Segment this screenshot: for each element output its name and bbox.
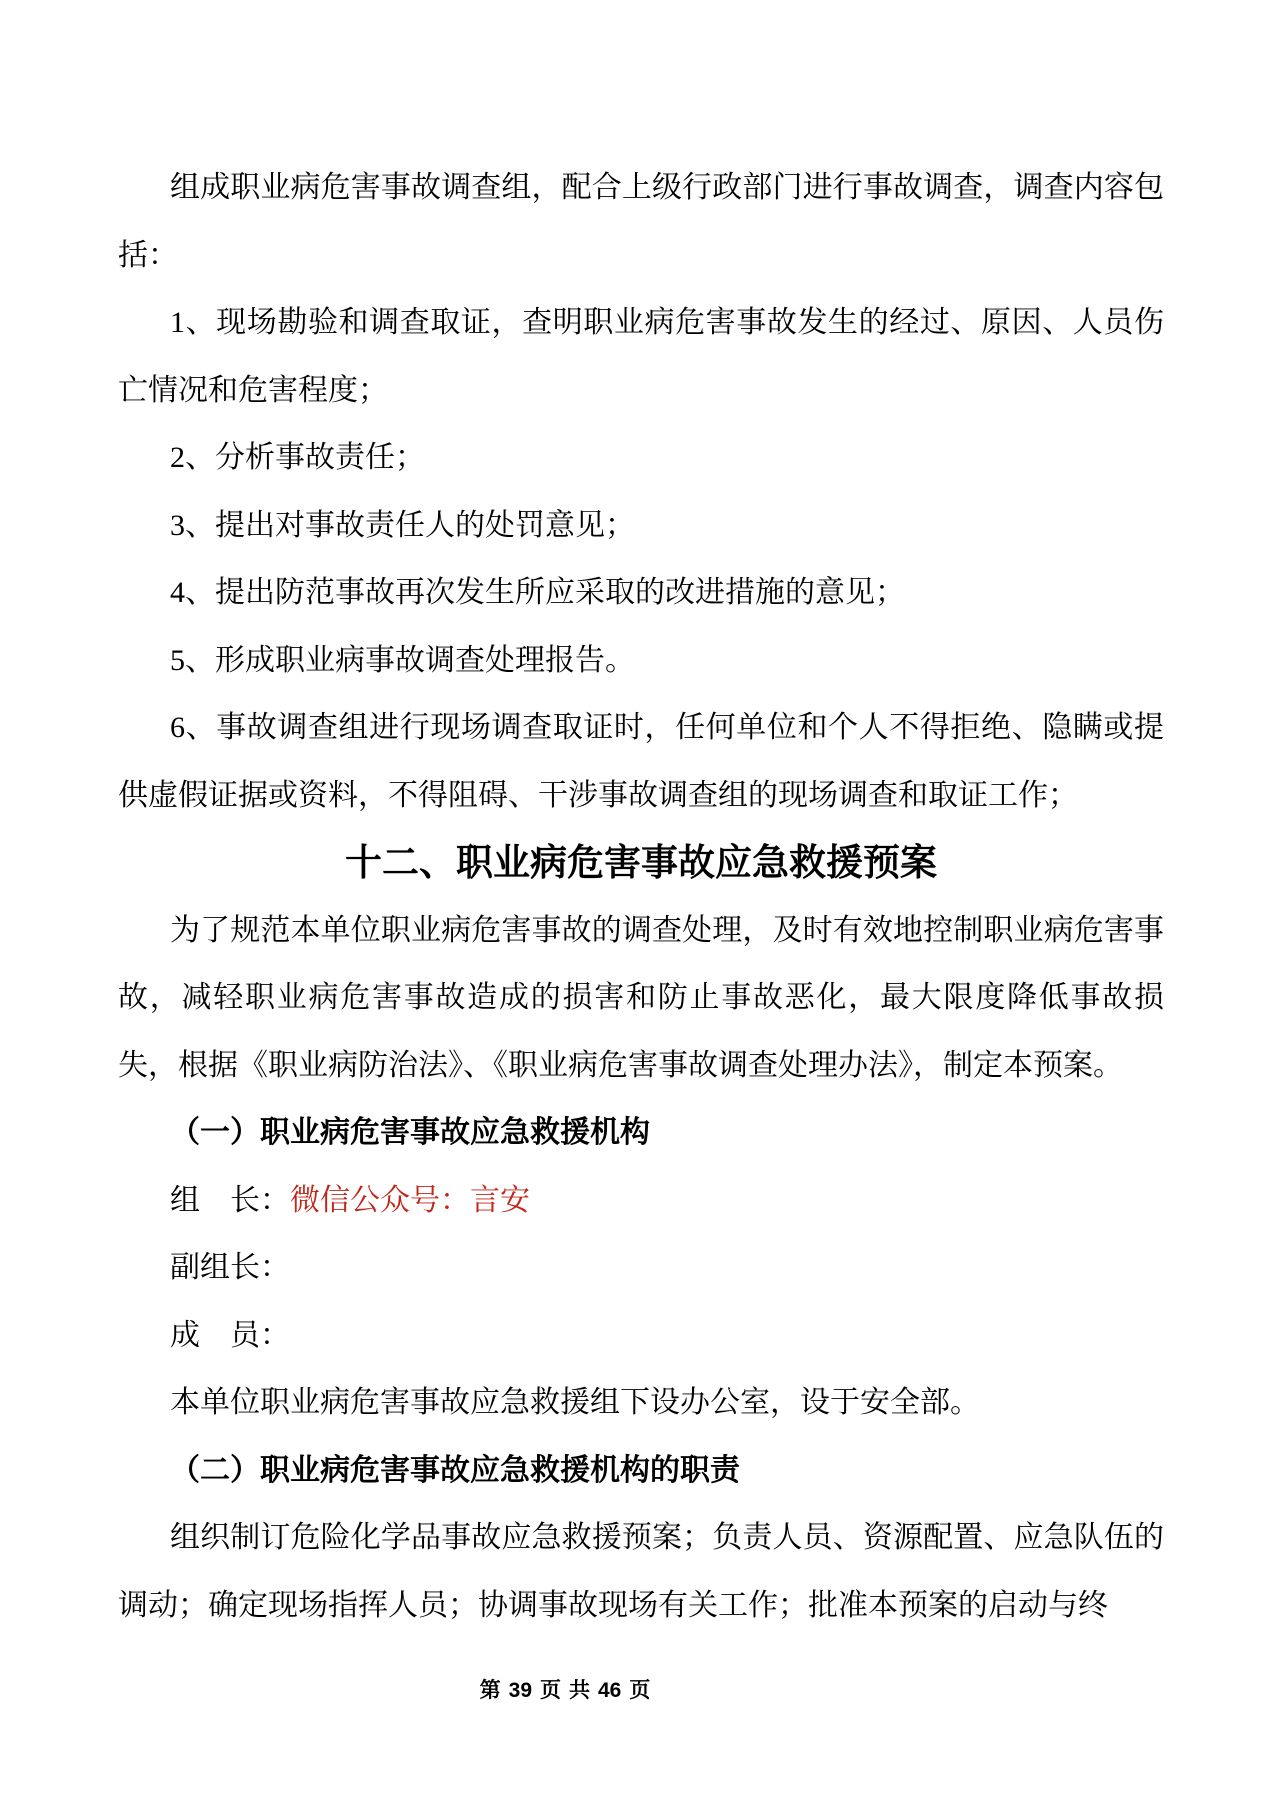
- list-item-5: 5、形成职业病事故调查处理报告。: [170, 643, 635, 677]
- page-footer: [0, 1676, 1130, 1706]
- leader-label: 组 长：: [170, 1183, 290, 1217]
- sub-heading-1: （一）职业病危害事故应急救援机构: [170, 1116, 650, 1149]
- document-content: [118, 154, 1164, 1639]
- member-line: 成 员：: [170, 1318, 290, 1352]
- leader-line: [118, 1167, 1164, 1235]
- purpose-paragraph: 为了规范本单位职业病危害事故的调查处理，及时有效地控制职业病危害事故，减轻职业病危害事故造成的损害和防止事故恶化，最大限度降低事故损失，根据《职业病防治法》、《职业病危害事故调查处理办法》，制定本预案。: [118, 913, 1164, 1082]
- sub-heading-2: （二）职业病危害事故应急救援机构的职责: [170, 1453, 740, 1487]
- list-item-3: 3、提出对事故责任人的处罚意见；: [170, 508, 635, 542]
- list-item-4: 4、提出防范事故再次发生所应采取的改进措施的意见；: [170, 576, 905, 609]
- chapter-heading: 十二、职业病危害事故应急救援预案: [345, 842, 937, 883]
- footer-mid2: 共: [569, 1679, 590, 1702]
- footer-page-number: 39: [508, 1679, 532, 1702]
- list-item-6: 6、事故调查组进行现场调查取证时，任何单位和个人不得拒绝、隐瞒或提供虚假证据或资料，不得阻碍、干涉事故调查组的现场调查和取证工作；: [118, 711, 1164, 812]
- list-item-2: 2、分析事故责任；: [170, 441, 425, 474]
- footer-total-pages: 46: [598, 1679, 622, 1702]
- intro-paragraph: 组成职业病危害事故调查组，配合上级行政部门进行事故调查，调查内容包括：: [118, 171, 1164, 272]
- duty-paragraph: 组织制订危险化学品事故应急救援预案；负责人员、资源配置、应急队伍的调动；确定现场指挥人员；协调事故现场有关工作；批准本预案的启动与终: [118, 1521, 1164, 1622]
- office-paragraph: 本单位职业病危害事故应急救援组下设办公室，设于安全部。: [170, 1386, 980, 1419]
- footer-mid1: 页: [540, 1679, 561, 1702]
- leader-value-red: 微信公众号：言安: [290, 1183, 530, 1217]
- list-item-1: 1、现场勘验和调查取证，查明职业病危害事故发生的经过、原因、人员伤亡情况和危害程度；: [118, 306, 1164, 407]
- footer-prefix: 第: [479, 1679, 501, 1702]
- footer-suffix: 页: [629, 1679, 651, 1702]
- deputy-leader-line: 副组长：: [170, 1251, 290, 1284]
